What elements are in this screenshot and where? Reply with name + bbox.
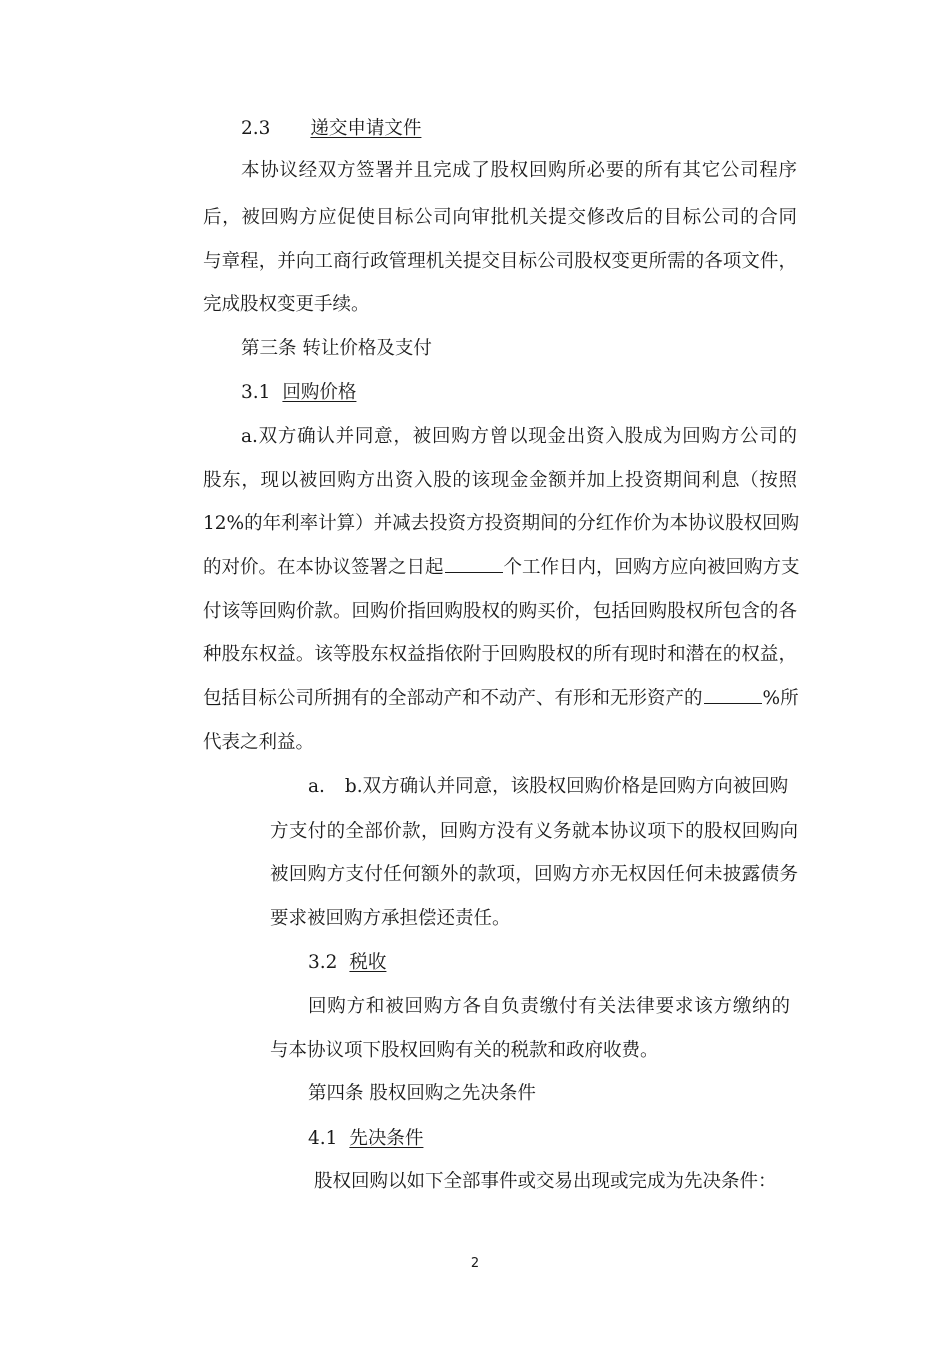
paragraph-3-1a-line-4	[203, 556, 800, 580]
section-3-2-title: 税收	[349, 952, 387, 973]
paragraph-3-1a-line-8: 代表之利益。	[203, 732, 315, 753]
paragraph-3-1b-line-1	[308, 775, 798, 799]
list-marker: a.	[308, 776, 325, 797]
page-number: 2	[470, 1256, 480, 1271]
section-3-2-heading	[308, 951, 386, 975]
paragraph-3-1a-line-6: 种股东权益。该等股东权益指依附于回购股权的所有现时和潜在的权益，	[203, 644, 797, 665]
paragraph-4-1: 股权回购以如下全部事件或交易出现或完成为先决条件：	[314, 1171, 777, 1192]
paragraph-3-1a-line-5: 付该等回购价款。回购价指回购股权的购买价，包括回购股权所包含的各	[203, 601, 797, 622]
paragraph-3-1a-line-7	[203, 687, 799, 711]
paragraph-2-3-line-4: 完成股权变更手续。	[203, 294, 370, 315]
section-4-1-number: 4.1	[308, 1128, 338, 1149]
paragraph-3-1a-line-4-end: 个工作日内，回购方应向被回购方支	[503, 557, 800, 578]
paragraph-3-2-line-2: 与本协议项下股权回购有关的税款和政府收费。	[270, 1040, 659, 1061]
paragraph-3-1b-line-3: 被回购方支付任何额外的款项，回购方亦无权因任何未披露债务	[270, 864, 798, 885]
paragraph-3-1b-line-4: 要求被回购方承担偿还责任。	[270, 908, 511, 929]
paragraph-3-1b-line-2: 方支付的全部价款，回购方没有义务就本协议项下的股权回购向	[270, 821, 798, 842]
section-2-3-heading	[241, 117, 421, 141]
paragraph-2-3-line-3: 与章程，并向工商行政管理机关提交目标公司股权变更所需的各项文件，	[203, 251, 797, 272]
section-2-3-number: 2.3	[241, 118, 271, 139]
percent-blank[interactable]	[704, 687, 762, 704]
article-3-heading: 第三条 转让价格及支付	[241, 338, 432, 359]
section-3-1-heading	[241, 381, 356, 405]
section-3-1-number: 3.1	[241, 382, 271, 403]
section-3-1-title: 回购价格	[282, 382, 357, 403]
paragraph-3-2-line-1: 回购方和被回购方各自负责缴付有关法律要求该方缴纳的	[308, 996, 790, 1017]
paragraph-2-3-line-2: 后，被回购方应促使目标公司向审批机关提交修改后的目标公司的合同	[203, 207, 797, 228]
paragraph-3-1a-line-7-end: %所	[762, 688, 799, 709]
paragraph-3-1a-line-4-start: 的对价。在本协议签署之日起	[203, 557, 444, 578]
section-4-1-heading	[308, 1127, 423, 1151]
paragraph-3-1a-line-2: 股东，现以被回购方出资入股的该现金金额并加上投资期间利息（按照	[203, 470, 797, 491]
section-3-2-number: 3.2	[308, 952, 338, 973]
article-4-heading: 第四条 股权回购之先决条件	[308, 1083, 536, 1104]
section-4-1-title: 先决条件	[349, 1128, 424, 1149]
paragraph-3-1a-line-1: a.双方确认并同意，被回购方曾以现金出资入股成为回购方公司的	[241, 426, 797, 447]
paragraph-2-3-line-1: 本协议经双方签署并且完成了股权回购所必要的所有其它公司程序	[241, 160, 797, 181]
section-2-3-title: 递交申请文件	[310, 118, 422, 139]
paragraph-3-1a-line-7-start: 包括目标公司所拥有的全部动产和不动产、有形和无形资产的	[203, 688, 703, 709]
paragraph-3-1b-line-1-text: b.双方确认并同意，该股权回购价格是回购方向被回购	[344, 776, 789, 797]
paragraph-3-1a-line-3: 12%的年利率计算）并减去投资方投资期间的分红作价为本协议股权回购	[203, 513, 800, 534]
days-blank[interactable]	[445, 556, 503, 573]
